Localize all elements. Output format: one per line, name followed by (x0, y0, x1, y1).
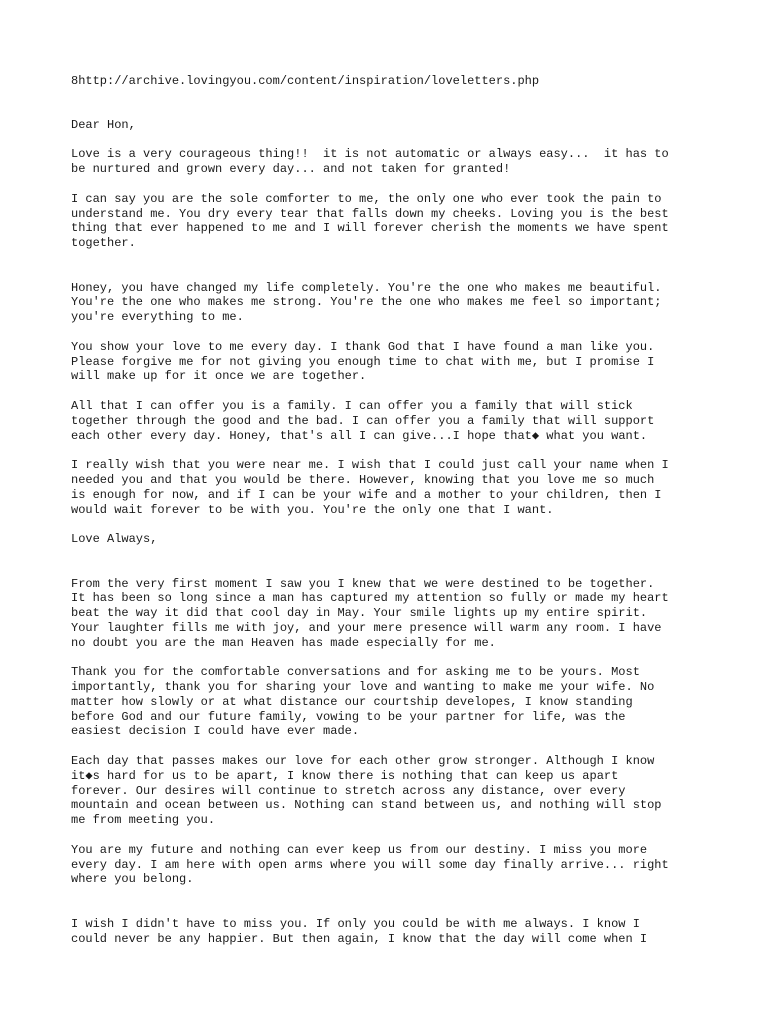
source-url-line: 8http://archive.lovingyou.com/content/inspiration/loveletters.php (71, 74, 540, 88)
paragraph-3: Honey, you have changed my life completely. You're the one who makes me beautiful. You're the one who makes me strong. You're the one who makes me feel so important; you're everything to me. (71, 280, 662, 325)
paragraph-7: From the very first moment I saw you I knew that we were destined to be together. It has been so long since a man has captured my attention so fully or made my heart beat the way it did that cool day in May. Your smile lights up my entire spirit. Your laughter fills me with joy, and your mere presence will warm any room. I have no doubt you are the man Heaven has made especially for me. (71, 576, 669, 650)
signoff-line: Love Always, (71, 532, 158, 547)
paragraph-1: Love is a very courageous thing!! it is not automatic or always easy... it has to be nurtured and grown every day... and not taken for granted! (71, 147, 669, 177)
paragraph-9: Each day that passes makes our love for each other grow stronger. Although I know it◆s hard for us to be apart, I know there is nothing that can keep us apart forever. Our desires will continue to stretch across any distance, over every mountain and ocean between us. Nothing can stand between us, and nothing will stop me from meeting you. (71, 754, 662, 828)
paragraph-6: I really wish that you were near me. I wish that I could just call your name when I needed you and that you would be there. However, knowing that you love me so much is enough for now, and if I can be your wife and a mother to your children, then I would wait forever to be with you. You're the only one that I want. (71, 458, 669, 517)
paragraph-5: All that I can offer you is a family. I can offer you a family that will stick together through the good and the bad. I can offer you a family that will support each other every day. Honey, that's all I can give...I hope that◆ what you want. (71, 398, 655, 443)
greeting-line: Dear Hon, (71, 117, 136, 132)
paragraph-11: I wish I didn't have to miss you. If only you could be with me always. I know I could never be any happier. But then again, I know that the day will come when I (71, 916, 648, 946)
letter-text-body (71, 74, 711, 946)
paragraph-4: You show your love to me every day. I thank God that I have found a man like you. Please forgive me for not giving you enough time to chat with me, but I promise I will make up for it once we are together. (71, 339, 655, 384)
paragraph-2: I can say you are the sole comforter to me, the only one who ever took the pain to understand me. You dry every tear that falls down my cheeks. Loving you is the best thing that ever happened to me and I will forever cherish the moments we have spent together. (71, 191, 669, 251)
paragraph-8: Thank you for the comfortable conversations and for asking me to be yours. Most importantly, thank you for sharing your love and wanting to make me your wife. No matter how slowly or at what distance our courtship developes, I know standing before God and our future family, vowing to be your partner for life, was the easiest decision I could have ever made. (71, 665, 655, 739)
paragraph-10: You are my future and nothing can ever keep us from our destiny. I miss you more every day. I am here with open arms where you will some day finally arrive... right where you belong. (71, 842, 669, 887)
